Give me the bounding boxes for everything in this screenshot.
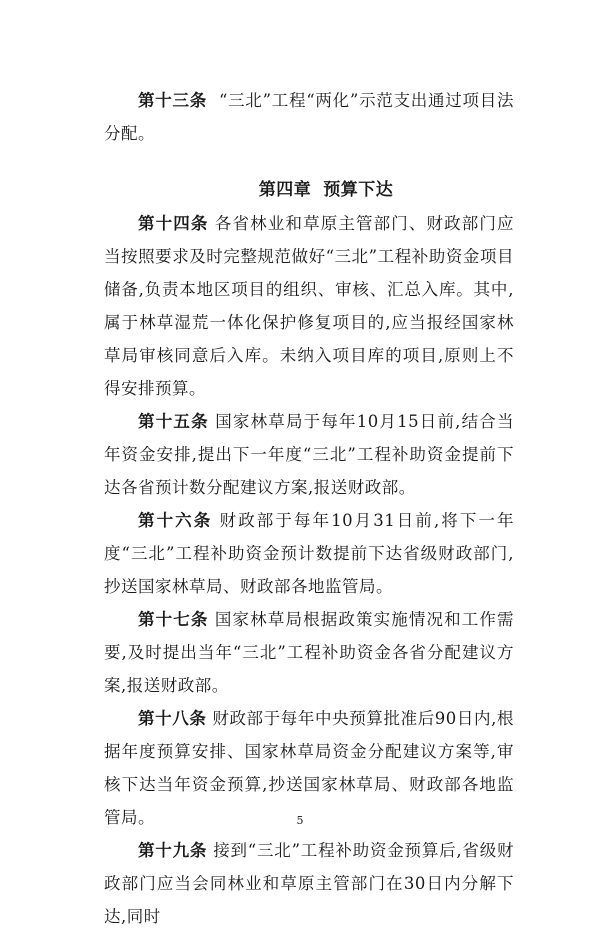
article-14-label: 第十四条	[138, 214, 209, 233]
article-13	[104, 84, 514, 150]
article-15-body: 国家林草局于每年10月15日前,结合当年资金安排,提出下一年度“三北”工程补助资金提前下达各省预计数分配建议方案,报送财政部。	[104, 412, 514, 497]
chapter-number: 第四章	[258, 180, 312, 200]
page-number: 5	[296, 814, 304, 827]
article-13-body: “三北”工程“两化”示范支出通过项目法分配。	[104, 91, 515, 143]
article-14-body: 各省林业和草原主管部门、财政部门应当按照要求及时完整规范做好“三北”工程补助资金项目储备,负责本地区项目的组织、审核、汇总入库。其中,属于林草湿荒一体化保护修复项目的,应当报经国家林草局审核同意后入库。未纳入项目库的项目,原则上不得安排预算。	[104, 214, 515, 398]
article-14	[104, 207, 514, 405]
article-19-label: 第十九条	[138, 841, 208, 860]
article-16-label: 第十六条	[138, 511, 213, 530]
chapter-heading	[104, 174, 514, 207]
article-15-label: 第十五条	[138, 412, 209, 431]
article-18-body: 财政部于每年中央预算批准后90日内,根据年度预算安排、国家林草局资金分配建议方案等,审核下达当年资金预算,抄送国家林草局、财政部各地监管局。	[104, 709, 515, 827]
chapter-title: 预算下达	[323, 180, 394, 200]
article-17-label: 第十七条	[138, 610, 209, 629]
article-17	[104, 603, 514, 702]
article-15	[104, 405, 514, 504]
article-19	[104, 834, 514, 933]
article-18-label: 第十八条	[138, 709, 207, 728]
article-16-body: 财政部于每年10月31日前,将下一年度“三北”工程补助资金预计数提前下达省级财政部门,抄送国家林草局、财政部各地监管局。	[104, 511, 515, 596]
article-16	[104, 504, 514, 603]
article-13-label: 第十三条	[138, 91, 207, 110]
article-17-body: 国家林草局根据政策实施情况和工作需要,及时提出当年“三北”工程补助资金各省分配建议方案,报送财政部。	[104, 610, 515, 695]
article-19-body: 接到“三北”工程补助资金预算后,省级财政部门应当会同林业和草原主管部门在30日内分解下达,同时	[104, 841, 515, 926]
